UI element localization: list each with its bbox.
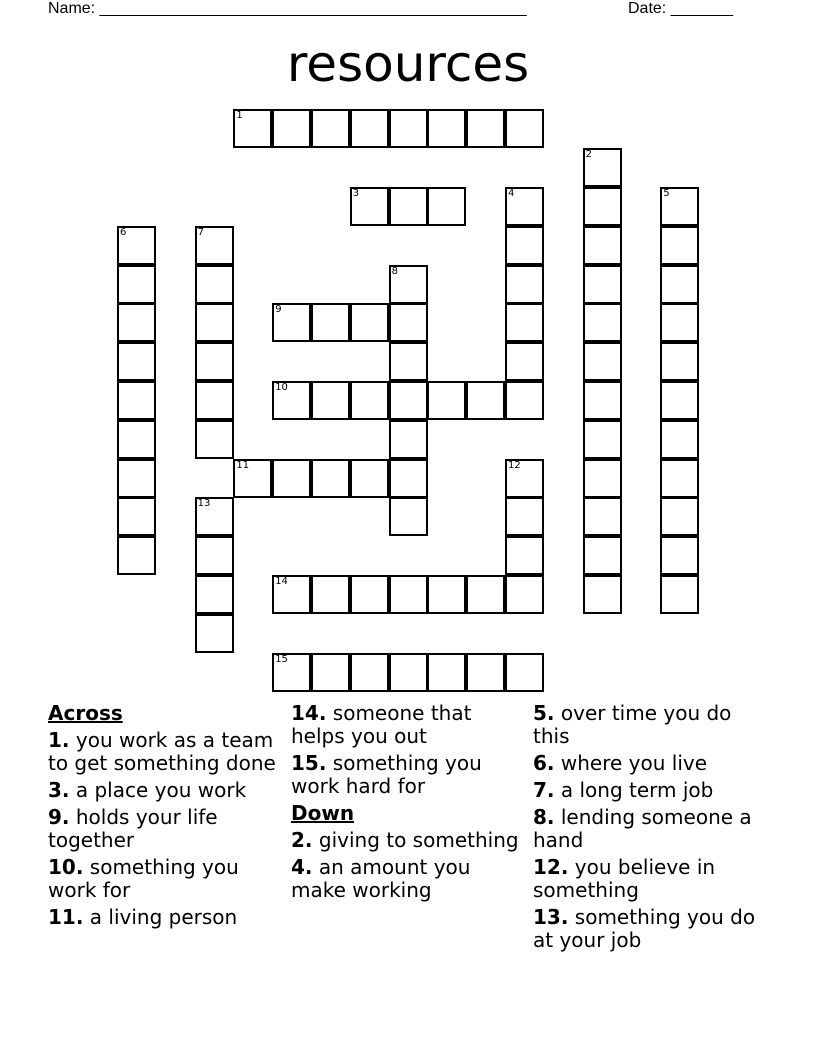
crossword-cell[interactable]	[195, 497, 234, 536]
crossword-cell[interactable]	[195, 265, 234, 304]
crossword-cell[interactable]	[505, 381, 544, 420]
crossword-cell[interactable]	[583, 381, 622, 420]
clue-number: 14	[275, 576, 288, 587]
clue-number: 12	[508, 459, 521, 471]
crossword-cell[interactable]	[505, 109, 544, 148]
crossword-cell[interactable]	[272, 109, 311, 148]
crossword-cell[interactable]	[311, 653, 350, 692]
crossword-cell[interactable]	[350, 381, 389, 420]
crossword-cell[interactable]	[389, 497, 428, 536]
crossword-cell[interactable]	[466, 109, 505, 148]
crossword-cell[interactable]	[466, 575, 505, 614]
clue-item-number: 14.	[291, 701, 327, 725]
crossword-cell[interactable]	[583, 497, 622, 536]
crossword-cell[interactable]	[660, 420, 699, 459]
crossword-cell[interactable]	[117, 420, 156, 459]
crossword-cell[interactable]	[466, 381, 505, 420]
clue-item-text: an amount you make working	[291, 855, 471, 902]
crossword-cell[interactable]	[195, 381, 234, 420]
clue-number: 13	[197, 498, 211, 510]
clue-item-number: 9.	[48, 805, 70, 829]
crossword-cell[interactable]	[427, 575, 466, 614]
clue-number: 4	[508, 188, 515, 199]
crossword-cell[interactable]	[505, 536, 544, 575]
clue-item-text: something you work hard for	[291, 751, 482, 798]
crossword-cell[interactable]	[505, 226, 544, 265]
crossword-cell[interactable]	[195, 420, 234, 459]
crossword-cell[interactable]	[195, 536, 234, 575]
crossword-cell[interactable]	[117, 342, 156, 381]
crossword-cell[interactable]	[272, 653, 311, 692]
clue-item	[533, 806, 768, 852]
crossword-cell[interactable]	[505, 653, 544, 692]
crossword-cell[interactable]	[427, 653, 466, 692]
clue-item-text: a long term job	[554, 778, 714, 802]
clue-number: 9	[275, 304, 282, 316]
clue-item-text: you believe in something	[533, 855, 716, 902]
clue-item-number: 10.	[48, 855, 84, 879]
clue-item-text: giving to something	[312, 828, 519, 852]
crossword-cell[interactable]	[195, 342, 234, 381]
crossword-cell[interactable]	[389, 653, 428, 692]
clue-number: 5	[663, 188, 670, 199]
clue-item	[533, 856, 768, 902]
clues-column-2	[291, 702, 526, 906]
crossword-cell[interactable]	[195, 575, 234, 614]
clue-item	[291, 856, 526, 902]
crossword-cell[interactable]	[660, 497, 699, 536]
crossword-cell[interactable]	[272, 381, 311, 420]
crossword-cell[interactable]	[311, 109, 350, 148]
crossword-cell[interactable]	[350, 459, 389, 498]
crossword-cell[interactable]	[389, 420, 428, 459]
clue-item-number: 8.	[533, 805, 555, 829]
clue-number: 11	[236, 459, 250, 471]
crossword-cell[interactable]	[389, 265, 428, 304]
clue-number: 8	[391, 265, 398, 277]
crossword-cell[interactable]	[660, 226, 699, 265]
clue-item-number: 5.	[533, 701, 555, 725]
crossword-cell[interactable]	[117, 381, 156, 420]
crossword-cell[interactable]	[117, 459, 156, 498]
crossword-cell[interactable]	[505, 303, 544, 342]
crossword-cell[interactable]	[427, 381, 466, 420]
clue-item	[291, 752, 526, 798]
crossword-cell[interactable]	[505, 497, 544, 536]
clue-item	[48, 856, 283, 902]
clue-item-text: something you work for	[48, 855, 239, 902]
crossword-cell[interactable]	[195, 614, 234, 653]
clue-number: 2	[585, 149, 592, 161]
clue-item-number: 6.	[533, 751, 555, 775]
clue-item-text: where you live	[554, 751, 708, 775]
crossword-cell[interactable]	[350, 109, 389, 148]
clue-item	[48, 729, 283, 775]
clue-item-number: 2.	[291, 828, 313, 852]
crossword-cell[interactable]	[583, 303, 622, 342]
clue-item	[533, 779, 768, 802]
crossword-cell[interactable]	[583, 536, 622, 575]
crossword-cell[interactable]	[660, 265, 699, 304]
crossword-cell[interactable]	[117, 536, 156, 575]
crossword-cell[interactable]	[117, 303, 156, 342]
crossword-cell[interactable]	[427, 187, 466, 226]
clue-number: 1	[236, 110, 243, 122]
clue-number: 3	[352, 188, 360, 199]
clue-item	[48, 806, 283, 852]
name-field-label: Name: ________________________________________________	[48, 0, 527, 17]
crossword-cell[interactable]	[350, 303, 389, 342]
crossword-cell[interactable]	[583, 459, 622, 498]
crossword-cell[interactable]	[350, 575, 389, 614]
crossword-cell[interactable]	[389, 381, 428, 420]
puzzle-title: resources	[286, 35, 530, 93]
clue-item-text: you work as a team to get something done	[48, 728, 276, 775]
clue-number: 15	[275, 653, 288, 665]
clue-item-number: 4.	[291, 855, 313, 879]
clue-item-text: something you do at your job	[533, 905, 756, 952]
clue-item-number: 15.	[291, 751, 327, 775]
crossword-cell[interactable]	[505, 575, 544, 614]
crossword-cell[interactable]	[389, 342, 428, 381]
crossword-cell[interactable]	[311, 381, 350, 420]
crossword-cell[interactable]	[389, 187, 428, 226]
clue-item	[533, 702, 768, 748]
crossword-cell[interactable]	[505, 459, 544, 498]
down-heading: Down	[291, 801, 355, 825]
clue-number: 7	[197, 226, 204, 238]
clue-item	[48, 906, 283, 929]
crossword-cell[interactable]	[427, 109, 466, 148]
crossword-cell[interactable]	[117, 497, 156, 536]
crossword-cell[interactable]	[505, 187, 544, 226]
clue-item	[291, 702, 526, 748]
clue-number: 10	[275, 382, 288, 393]
crossword-cell[interactable]	[389, 109, 428, 148]
date-field-label: Date: _______	[628, 0, 733, 17]
crossword-cell[interactable]	[350, 653, 389, 692]
crossword-cell[interactable]	[350, 187, 389, 226]
crossword-cell[interactable]	[389, 459, 428, 498]
crossword-cell[interactable]	[466, 653, 505, 692]
clue-item-text: a place you work	[69, 778, 247, 802]
crossword-cell[interactable]	[660, 459, 699, 498]
clue-item-number: 11.	[48, 905, 84, 929]
crossword-cell[interactable]	[272, 303, 311, 342]
clue-item-text: lending someone a hand	[533, 805, 752, 852]
crossword-cell[interactable]	[272, 575, 311, 614]
clue-item	[533, 752, 768, 775]
crossword-cell[interactable]	[389, 303, 428, 342]
clues-column-3	[533, 702, 768, 956]
crossword-cell[interactable]	[311, 459, 350, 498]
crossword-cell[interactable]	[660, 381, 699, 420]
crossword-cell[interactable]	[660, 536, 699, 575]
crossword-cell[interactable]	[660, 342, 699, 381]
clue-item-number: 3.	[48, 778, 70, 802]
clue-item	[48, 779, 283, 802]
crossword-cell[interactable]	[583, 148, 622, 187]
crossword-cell[interactable]	[583, 342, 622, 381]
crossword-cell[interactable]	[311, 575, 350, 614]
crossword-cell[interactable]	[583, 265, 622, 304]
clue-item	[291, 829, 526, 852]
crossword-cell[interactable]	[505, 342, 544, 381]
crossword-cell[interactable]	[272, 459, 311, 498]
crossword-cell[interactable]	[117, 226, 156, 265]
across-heading: Across	[48, 701, 123, 725]
crossword-cell[interactable]	[583, 226, 622, 265]
crossword-cell[interactable]	[233, 459, 272, 498]
clue-number: 6	[120, 226, 127, 238]
clue-item-text: holds your life together	[48, 805, 218, 852]
clue-item-number: 1.	[48, 728, 70, 752]
crossword-cell[interactable]	[583, 420, 622, 459]
clues-column-1	[48, 702, 283, 933]
crossword-cell[interactable]	[117, 265, 156, 304]
clue-item-number: 12.	[533, 855, 569, 879]
clue-item-number: 7.	[533, 778, 555, 802]
crossword-cell[interactable]	[583, 187, 622, 226]
crossword-cell[interactable]	[233, 109, 272, 148]
crossword-cell[interactable]	[195, 226, 234, 265]
crossword-cell[interactable]	[583, 575, 622, 614]
clue-item-text: over time you do this	[533, 701, 732, 748]
clue-item-text: a living person	[83, 905, 238, 929]
crossword-cell[interactable]	[195, 303, 234, 342]
clue-item-text: someone that helps you out	[291, 701, 472, 748]
crossword-cell[interactable]	[311, 303, 350, 342]
clue-item	[533, 906, 768, 952]
clue-item-number: 13.	[533, 905, 569, 929]
crossword-cell[interactable]	[389, 575, 428, 614]
crossword-cell[interactable]	[505, 265, 544, 304]
crossword-cell[interactable]	[660, 303, 699, 342]
crossword-cell[interactable]	[660, 575, 699, 614]
crossword-cell[interactable]	[660, 187, 699, 226]
